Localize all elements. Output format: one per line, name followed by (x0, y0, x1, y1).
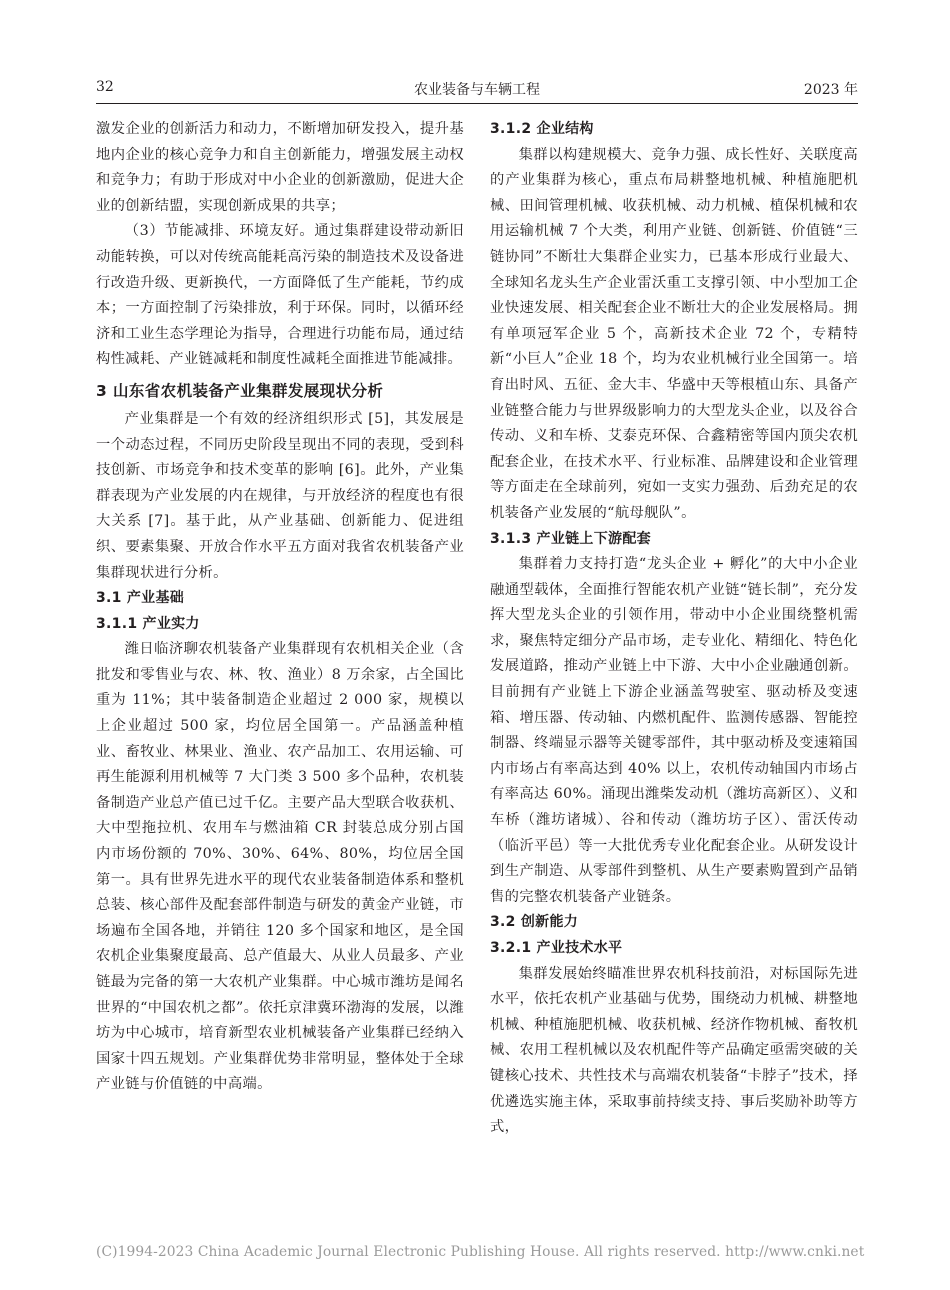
copyright-footer: (C)1994-2023 China Academic Journal Electronic Publishing House. All rights reserved. http://www.cnki.net (96, 1244, 865, 1260)
subsubsection-heading: 3.1.3 产业链上下游配套 (490, 530, 651, 547)
subsection-heading: 3.2 创新能力 (490, 914, 579, 931)
paragraph: 集群发展始终瞄准世界农机科技前沿，对标国际先进水平，依托农机产业基础与优势，围绕动力机械、耕整地机械、种植施肥机械、收获机械、经济作物机械、畜牧机械、农用工程机械以及农机配件等产品确定亟需突破的关键核心技术、共性技术与高端农机装备“卡脖子”技术，择优遴选实施主体，采取事前持续支持、事后奖励补助等方式， (490, 965, 858, 1136)
paragraph: 集群以构建规模大、竞争力强、成长性好、关联度高的产业集群为核心，重点布局耕整地机械、种植施肥机械、田间管理机械、收获机械、动力机械、植保机械和农用运输机械 7 个大类，利用产业链、创新链、价值链“三链协同”不断壮大集群企业实力，已基本形成行业最大、全球知名龙头生产企业雷沃重工支撑引领、中小型加工企业快速发展、相关配套企业不断壮大的企业发展格局。拥有单项冠军企业 5 个，高新技术企业 72 个，专精特新“小巨人”企业 18 个，均为农业机械行业全国第一。培育出时风、五征、金大丰、华盛中天等根植山东、具备产业链整合能力与世界级影响力的大型龙头企业，以及谷合传动、义和车桥、艾泰克环保、合鑫精密等国内顶尖农机配套企业，在技术水平、行业标准、品牌建设和企业管理等方面走在全球前列，宛如一支实力强劲、后劲充足的农机装备产业发展的“航母舰队”。 (490, 146, 858, 521)
publication-year: 2023 年 (803, 82, 858, 98)
section-heading: 3 山东省农机装备产业集群发展现状分析 (96, 381, 384, 400)
page-number: 32 (96, 79, 114, 95)
journal-title: 农业装备与车辆工程 (414, 82, 540, 98)
running-header (96, 79, 858, 99)
left-column (96, 117, 464, 1098)
subsubsection-heading: 3.2.1 产业技术水平 (490, 940, 623, 956)
header-rule (96, 103, 858, 104)
paragraph: 潍日临济聊农机装备产业集群现有农机相关企业（含批发和零售业与农、林、牧、渔业）8 万余家，占全国比重为 11%；其中装备制造企业超过 2 000 家，规模以上企业超过 500 家，均位居全国第一。产品涵盖种植业、畜牧业、林果业、渔业、农产品加工、农用运输、可再生能源利用机械等 7 大门类 3 500 多个品种，农机装备制造产业总产值已过千亿。主要产品大型联合收获机、大中型拖拉机、农用车与燃油箱 CR 封装总成分别占国内市场份额的 70%、30%、64%、80%，均位居全国第一。具有世界先进水平的现代农业装备制造体系和整机总装、核心部件及配套部件制造与研发的黄金产业链，市场遍布全国各地，并销往 120 多个国家和地区，是全国农机企业集聚度最高、总产值最大、从业人员最多、产业链最为完备的第一大农机产业集群。中心城市潍坊是闻名世界的“中国农机之都”。依托京津冀环渤海的发展，以潍坊为中心城市，培育新型农业机械装备产业集群已经纳入国家十四五规划。产业集群优势非常明显，整体处于全球产业链与价值链的中高端。 (96, 641, 464, 1093)
subsubsection-heading: 3.1.2 企业结构 (490, 121, 594, 137)
subsubsection-heading: 3.1.1 产业实力 (96, 615, 200, 632)
paragraph: 激发企业的创新活力和动力，不断增加研发投入，提升基地内企业的核心竞争力和自主创新能力，增强发展主动权和竞争力；有助于形成对中小企业的创新激励，促进大企业的创新结盟，实现创新成果的共享； (96, 121, 464, 214)
right-column (490, 117, 858, 1141)
subsection-heading: 3.1 产业基础 (96, 590, 185, 607)
paragraph: （3）节能减排、环境友好。通过集群建设带动新旧动能转换，可以对传统高能耗高污染的制造技术及设备进行改造升级、更新换代，一方面降低了生产能耗，节约成本；一方面控制了污染排放，利于环保。同时，以循环经济和工业生态学理论为指导，合理进行功能布局，通过结构性减耗、产业链减耗和制度性减耗全面推进节能减排。 (96, 223, 464, 368)
paragraph: 产业集群是一个有效的经济组织形式 [5]，其发展是一个动态过程，不同历史阶段呈现出不同的表现，受到科技创新、市场竞争和技术变革的影响 [6]。此外，产业集群表现为产业发展的内在规律，与开放经济的程度也有很大关系 [7]。基于此，从产业基础、创新能力、促进组织、要素集聚、开放合作水平五方面对我省农机装备产业集群现状进行分析。 (96, 410, 464, 581)
paragraph: 集群着力支持打造“龙头企业 + 孵化”的大中小企业融通型载体，全面推行智能农机产业链“链长制”，充分发挥大型龙头企业的引领作用，带动中小企业围绕整机需求，聚焦特定细分产品市场，走专业化、精细化、特色化发展道路，推动产业链上中下游、大中小企业融通创新。目前拥有产业链上下游企业涵盖驾驶室、驱动桥及变速箱、增压器、传动轴、内燃机配件、监测传感器、智能控制器、终端显示器等关键零部件，其中驱动桥及变速箱国内市场占有率高达到 40% 以上，农机传动轴国内市场占有率高达 60%。涌现出潍柴发动机（潍坊高新区）、义和车桥（潍坊诸城）、谷和传动（潍坊坊子区）、雷沃传动（临沂平邑）等一大批优秀专业化配套企业。从研发设计到生产制造、从零部件到整机、从生产要素购置到产品销售的完整农机装备产业链条。 (490, 556, 858, 905)
